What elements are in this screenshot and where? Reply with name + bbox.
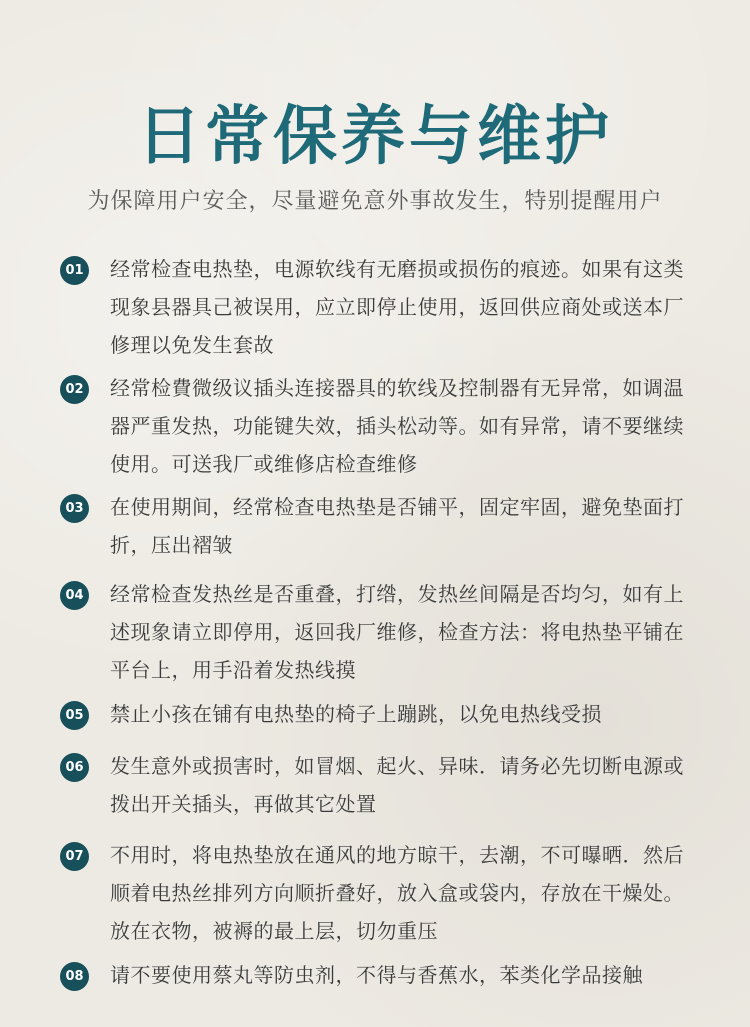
item-text: 请不要使用蔡丸等防虫剂，不得与香蕉水，苯类化学品接触: [110, 963, 643, 987]
item-text: 不用时，将电热垫放在通风的地方晾干，去潮，不可曝晒．然后顺着电热丝排列方向顺折叠好，放入盒或袋内，存放在干燥处。放在衣物，被褥的最上层，切勿重压: [110, 843, 684, 943]
page-title: 日常保养与维护: [137, 100, 613, 174]
item-number-badge: 02: [60, 375, 89, 404]
item-number-badge: 07: [60, 842, 89, 871]
item-number-badge: 01: [60, 256, 89, 285]
item-number-badge: 05: [60, 701, 89, 730]
page-subtitle: 为保障用户安全，尽量避免意外事故发生，特别提醒用户: [87, 189, 663, 214]
item-text: 发生意外或损害时，如冒烟、起火、异味．请务必先切断电源或拨出开关插头，再做其它处置: [110, 754, 684, 816]
item-number-badge: 04: [60, 581, 89, 610]
item-text: 在使用期间，经常检查电热垫是否铺平，固定牢固，避免垫面打折，压出褶皱: [110, 495, 684, 557]
item-text: 经常检費微级议插头连接器具的软线及控制器有无异常，如调温器严重发热，功能键失效，插头松动等。如有异常，请不要继续使用。可送我厂或维修店检查维修: [110, 376, 684, 476]
item-number-badge: 06: [60, 753, 89, 782]
item-text: 经常检查发热丝是否重叠，打绺，发热丝间隔是否均匀，如有上述现象请立即停用，返回我厂维修，检查方法：将电热垫平铺在平台上，用手沿着发热线摸: [110, 582, 684, 682]
item-text: 禁止小孩在铺有电热垫的椅子上蹦跳，以免电热线受损: [110, 702, 602, 726]
item-text: 经常检查电热垫，电源软线有无磨损或损伤的痕迹。如果有这类现象县器具己被误用，应立即停止使用，返回供应商处或送本厂修理以免发生套故: [110, 257, 684, 357]
item-number-badge: 03: [60, 494, 89, 523]
item-number-badge: 08: [60, 962, 89, 991]
